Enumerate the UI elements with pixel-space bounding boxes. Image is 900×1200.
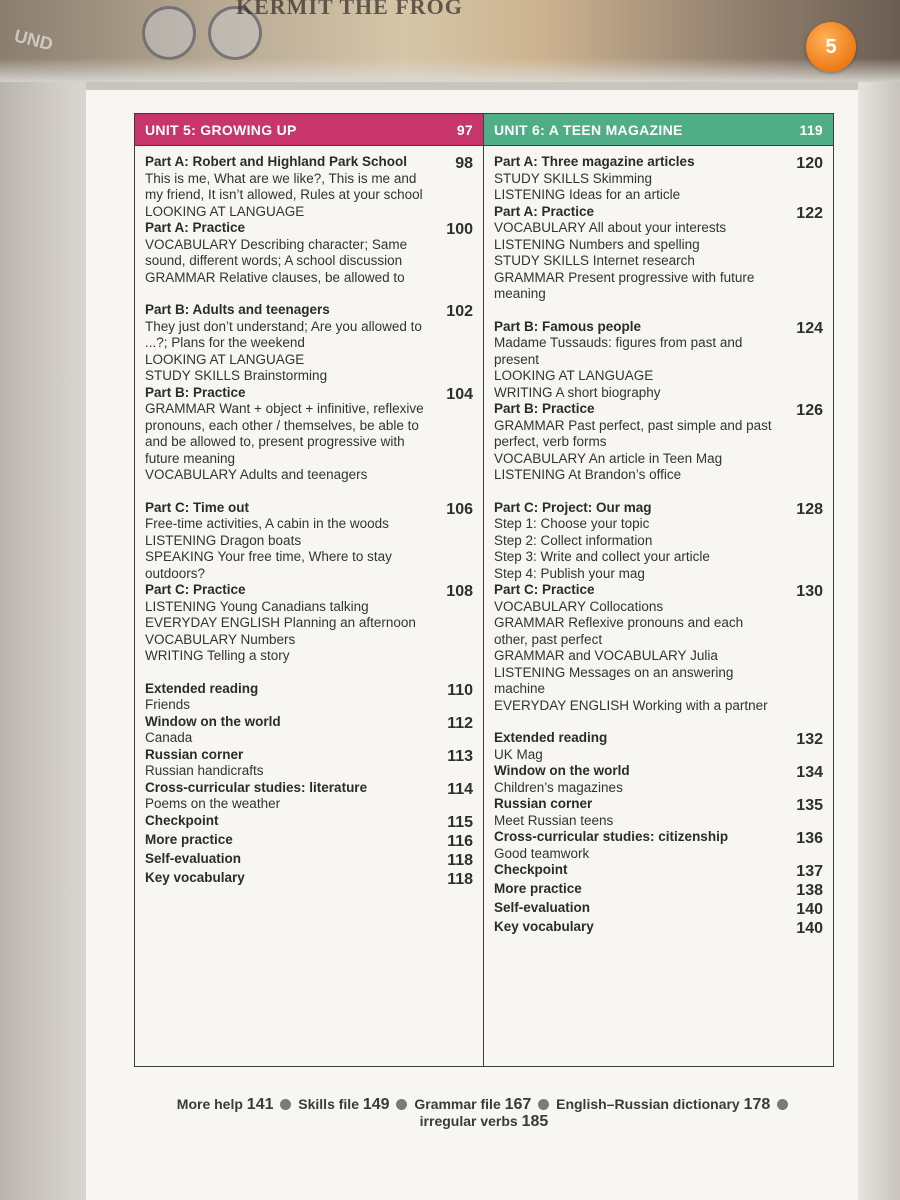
entry-title: Part C: Practice <box>145 582 246 597</box>
entry-detail: Poems on the weather <box>145 796 281 811</box>
bullet-icon <box>538 1099 549 1110</box>
page-gutter <box>0 82 86 1200</box>
header-banner <box>0 0 900 82</box>
entry-title: More practice <box>145 831 233 847</box>
entry-title: Part A: Robert and Highland Park School <box>145 154 408 169</box>
contents-entry <box>145 870 473 889</box>
entry-page-number: 116 <box>447 832 473 850</box>
contents-entry <box>145 714 473 747</box>
contents-entry <box>145 780 473 813</box>
entry-detail: EVERYDAY ENGLISH Working with a partner <box>494 697 768 713</box>
entry-detail: UK Mag <box>494 746 543 762</box>
entry-title: Extended reading <box>145 680 259 696</box>
unit-6-header <box>484 114 833 146</box>
clock-icon <box>142 6 196 60</box>
entry-detail: WRITING A short biography <box>494 384 661 400</box>
unit-title: UNIT 6: A TEEN MAGAZINE <box>494 121 683 138</box>
unit-5-header <box>135 114 483 146</box>
entry-title: Part C: Time out <box>145 499 250 515</box>
entry-detail: VOCABULARY Describing character; Same sound, different words; A school discussion <box>145 236 408 268</box>
entry-page-number: 136 <box>796 830 823 847</box>
unit-6-column <box>484 114 833 1066</box>
contents-entry <box>145 832 473 851</box>
entry-page-number: 98 <box>455 155 473 172</box>
entry-title: Self-evaluation <box>494 900 591 915</box>
section-spacer <box>494 484 823 500</box>
entry-page-number: 128 <box>796 500 823 518</box>
entry-title: Cross-curricular studies: citizenship <box>494 829 729 844</box>
entry-detail: VOCABULARY Adults and teenagers <box>145 467 368 482</box>
entry-detail: LISTENING Numbers and spelling <box>494 236 700 252</box>
contents-entry <box>145 500 473 583</box>
section-spacer <box>145 665 473 681</box>
entry-title: Window on the world <box>494 763 630 778</box>
section-spacer <box>494 714 823 730</box>
entry-page-number: 124 <box>796 319 823 337</box>
footer-item: English–Russian dictionary 178 <box>556 1096 771 1113</box>
contents-entry <box>494 796 823 829</box>
entry-page-number: 134 <box>796 764 823 781</box>
unit-6-entries <box>484 146 833 938</box>
footer-item: irregular verbs 185 <box>419 1113 549 1130</box>
entry-detail: Children’s magazines <box>494 779 623 795</box>
entry-detail: Step 3: Write and collect your article <box>494 549 710 564</box>
entry-detail: Free-time activities, A cabin in the woods <box>145 516 389 531</box>
contents-entry <box>494 730 823 763</box>
entry-detail: GRAMMAR Reflexive pronouns and each other, past perfect <box>494 615 744 647</box>
contents-table <box>134 113 834 1067</box>
entry-detail: They just don’t understand; Are you allowed to ...?; Plans for the weekend <box>145 318 422 350</box>
footer-item: Grammar file 167 <box>414 1096 532 1113</box>
entry-detail: LOOKING AT LANGUAGE <box>494 368 654 383</box>
entry-title: Checkpoint <box>494 862 568 877</box>
entry-page-number: 140 <box>796 901 823 918</box>
contents-entry <box>494 401 823 484</box>
contents-entry <box>145 813 473 832</box>
contents-entry <box>145 302 473 385</box>
entry-detail: Madame Tussauds: figures from past and present <box>494 335 743 367</box>
entry-title: Russian corner <box>494 796 593 811</box>
entry-page-number: 110 <box>447 681 473 699</box>
entry-title: Part B: Practice <box>494 401 595 416</box>
entry-title: Window on the world <box>145 713 281 729</box>
contents-entry <box>145 154 473 220</box>
footer-references <box>134 1096 834 1130</box>
contents-entry <box>145 747 473 780</box>
entry-detail: VOCABULARY An article in Teen Mag <box>494 450 723 466</box>
entry-title: Russian corner <box>145 746 244 762</box>
section-spacer <box>494 303 823 319</box>
entry-detail: SPEAKING Your free time, Where to stay outdoors? <box>145 549 392 581</box>
entry-page-number: 113 <box>447 747 473 765</box>
contents-entry <box>494 319 823 402</box>
unit-title: UNIT 5: GROWING UP <box>145 121 297 138</box>
entry-page-number: 112 <box>447 714 473 732</box>
unit-5-column <box>135 114 484 1066</box>
entry-detail: Russian handicrafts <box>145 763 264 778</box>
entry-title: Cross-curricular studies: literature <box>145 779 368 795</box>
entry-title: Checkpoint <box>145 812 219 828</box>
entry-detail: Good teamwork <box>494 845 590 861</box>
entry-page-number: 135 <box>796 797 823 814</box>
entry-detail: VOCABULARY Collocations <box>494 598 664 614</box>
contents-entry <box>494 154 823 204</box>
entry-title: Key vocabulary <box>145 869 245 885</box>
contents-entry <box>145 681 473 714</box>
bullet-icon <box>777 1099 788 1110</box>
entry-page-number: 138 <box>796 882 823 899</box>
entry-title: Part B: Practice <box>145 384 246 400</box>
entry-detail: STUDY SKILLS Skimming <box>494 170 653 186</box>
banner-side-text: UND <box>12 25 55 55</box>
page-number-badge: 5 <box>806 22 856 72</box>
contents-entry <box>494 900 823 919</box>
footer-item: More help 141 <box>176 1096 274 1113</box>
contents-entry <box>494 763 823 796</box>
section-spacer <box>145 286 473 302</box>
entry-page-number: 108 <box>446 583 473 600</box>
entry-detail: GRAMMAR and VOCABULARY Julia <box>494 648 718 663</box>
entry-title: Part C: Project: Our mag <box>494 499 652 515</box>
contents-entry <box>494 862 823 881</box>
footer-item: Skills file 149 <box>298 1096 390 1113</box>
entry-page-number: 130 <box>796 583 823 600</box>
unit-page: 119 <box>799 121 823 138</box>
entry-detail: LISTENING Dragon boats <box>145 532 302 548</box>
entry-title: Part C: Practice <box>494 582 595 597</box>
contents-entry <box>145 220 473 286</box>
contents-entry <box>494 204 823 303</box>
entry-page-number: 122 <box>796 204 823 222</box>
entry-page-number: 100 <box>446 221 473 238</box>
entry-detail: Canada <box>145 730 193 745</box>
entry-page-number: 104 <box>446 385 473 403</box>
entry-page-number: 118 <box>447 851 473 869</box>
banner-title: KERMIT THE FROG <box>236 0 463 19</box>
entry-detail: VOCABULARY All about your interests <box>494 220 727 235</box>
entry-detail: LOOKING AT LANGUAGE <box>145 351 305 367</box>
contents-entry <box>494 919 823 938</box>
entry-detail: This is me, What are we like?, This is me and my friend, It isn’t allowed, Rules at your school <box>145 170 423 202</box>
contents-entry <box>145 851 473 870</box>
entry-title: Part B: Famous people <box>494 318 642 334</box>
entry-detail: LISTENING At Brandon’s office <box>494 467 682 482</box>
entry-page-number: 137 <box>796 863 823 880</box>
entry-title: Part A: Practice <box>145 220 246 235</box>
entry-detail: LOOKING AT LANGUAGE <box>145 203 305 219</box>
entry-detail: GRAMMAR Want + object + infinitive, reflexive pronouns, each other / themselves, be able to and be allowed to, present progressive with future meaning <box>145 401 424 466</box>
entry-detail: LISTENING Ideas for an article <box>494 187 681 202</box>
entry-detail: Step 1: Choose your topic <box>494 516 650 531</box>
entry-title: Part A: Practice <box>494 203 595 219</box>
contents-entry <box>494 500 823 583</box>
entry-detail: LISTENING Messages on an answering machine <box>494 664 734 696</box>
entry-page-number: 115 <box>447 813 473 831</box>
unit-5-entries <box>135 146 483 889</box>
entry-detail: Meet Russian teens <box>494 812 614 828</box>
entry-page-number: 132 <box>796 731 823 748</box>
contents-entry <box>145 582 473 665</box>
contents-entry <box>494 829 823 862</box>
entry-detail: GRAMMAR Past perfect, past simple and past perfect, verb forms <box>494 417 772 449</box>
bullet-icon <box>396 1099 407 1110</box>
entry-detail: EVERYDAY ENGLISH Planning an afternoon <box>145 615 416 630</box>
entry-title: More practice <box>494 881 582 896</box>
contents-entry <box>145 385 473 484</box>
page-edge <box>858 82 900 1200</box>
entry-page-number: 120 <box>796 155 823 172</box>
unit-page: 97 <box>456 121 473 138</box>
entry-detail: GRAMMAR Relative clauses, be allowed to <box>145 269 405 285</box>
contents-entry <box>494 881 823 900</box>
entry-title: Part A: Three magazine articles <box>494 154 695 169</box>
entry-title: Extended reading <box>494 730 608 745</box>
contents-entry <box>494 582 823 714</box>
entry-title: Part B: Adults and teenagers <box>145 302 330 317</box>
entry-page-number: 140 <box>796 920 823 937</box>
entry-detail: WRITING Telling a story <box>145 648 290 663</box>
entry-detail: STUDY SKILLS Brainstorming <box>145 368 328 383</box>
entry-detail: STUDY SKILLS Internet research <box>494 253 695 268</box>
entry-page-number: 126 <box>796 402 823 419</box>
bullet-icon <box>280 1099 291 1110</box>
entry-page-number: 114 <box>447 780 473 798</box>
entry-title: Self-evaluation <box>145 850 242 866</box>
entry-detail: GRAMMAR Present progressive with future meaning <box>494 269 755 301</box>
entry-title: Key vocabulary <box>494 919 594 934</box>
entry-page-number: 106 <box>446 500 473 518</box>
entry-page-number: 118 <box>447 870 473 888</box>
entry-detail: Friends <box>145 697 191 712</box>
entry-detail: LISTENING Young Canadians talking <box>145 598 369 614</box>
entry-detail: VOCABULARY Numbers <box>145 631 296 647</box>
entry-detail: Step 2: Collect information <box>494 532 653 548</box>
section-spacer <box>145 484 473 500</box>
entry-page-number: 102 <box>446 303 473 320</box>
entry-detail: Step 4: Publish your mag <box>494 565 645 581</box>
